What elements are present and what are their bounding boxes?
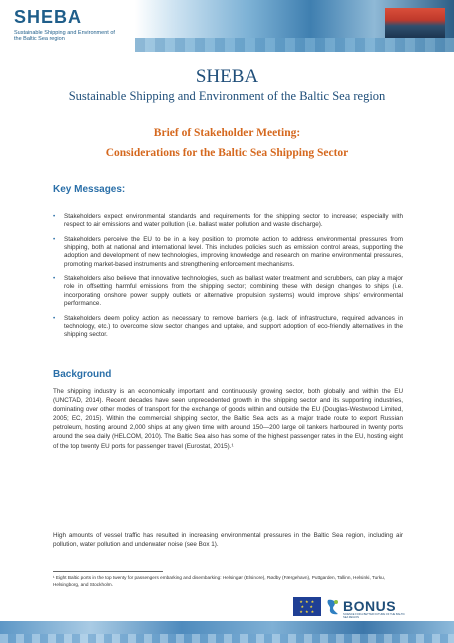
page-subtitle: Sustainable Shipping and Environment of the Baltic Sea region: [68, 89, 386, 103]
bullet-icon: •: [53, 213, 56, 220]
eu-flag-icon: [293, 597, 321, 616]
page-header: [0, 0, 454, 52]
background-heading: Background: [53, 369, 112, 380]
header-photo-ship: [135, 0, 454, 52]
bonus-subtitle: SCIENCE FOR A BETTER FUTURE OF THE BALTIC SEA REGION: [343, 613, 405, 619]
sheba-logo: [14, 7, 82, 28]
logo-subtitle: Sustainable Shipping and Environment of the Baltic Sea region: [14, 30, 115, 42]
key-message-item: [53, 236, 403, 269]
bonus-logo: [325, 597, 405, 619]
bullet-icon: •: [53, 314, 56, 322]
background-paragraph-2: High amounts of vessel traffic has resulted in increasing environmental pressures in the Baltic Sea region, including air pollution, water pollution and underwater noise (see Box 1).: [53, 532, 403, 549]
key-message-text: Stakeholders deem policy action as necessary to remove barriers (e.g. lack of infrastructure, required advances in technology, etc.) to overcome slow sector changes and uptake, and support adoption of eco-friendly alternatives in the shipping sector.: [64, 314, 403, 339]
footnote-divider: [53, 571, 163, 572]
ship-image: [385, 8, 445, 38]
key-messages-list: [53, 213, 403, 346]
key-message-item: [53, 315, 403, 340]
brief-title-line1: Brief of Stakeholder Meeting:: [153, 127, 301, 139]
footnote: ¹ Eight Baltic ports in the top twenty for passengers embarking and disembarking: Helsingør (Elsinore), Rødby (Færgehavn), Puttgarden, Tallinn, Helsinki, Turku, Helsingborg, and Stockholm.: [53, 575, 386, 587]
key-messages-heading: Key Messages:: [53, 184, 126, 195]
background-paragraph-1: The shipping industry is an economically important and continuously growing sector, both globally and within the EU (UNCTAD, 2014). Recent decades have seen unprecedented growth in the shipping sector and its supporting industries, dominating over other modes of transport for the exchange of goods within and outside the EU (Douglas-Westwood Limited, 2005; EC, 2015). Within the commercial shipping sector, the Baltic Sea acts as a major trade route to export Russian petroleum, hosting around 2,000 ships at any given time with around 150—200 large oil tankers harboured in twenty ports around the sea daily (HELCOM, 2010). The Baltic Sea also has some of the highest passenger rates in the EU, hosting eight of the top twenty EU ports for passenger travel (Eurostat, 2015).¹: [53, 388, 403, 450]
footer-waves: [0, 634, 454, 643]
page-title: SHEBA: [195, 66, 259, 87]
eu-stars-icon: ★ ★ ★ ★ ★ ★ ★ ★: [299, 599, 315, 614]
key-message-text: Stakeholders expect environmental standards and requirements for the shipping sector to increase; especially with respect to air emissions and water pollution (i.e. ballast water pollution and waste discharge).: [64, 213, 403, 229]
bullet-icon: •: [53, 235, 56, 243]
bonus-text: BONUS: [343, 598, 397, 614]
bonus-mark-icon: [325, 598, 341, 616]
key-message-text: Stakeholders perceive the EU to be in a key position to promote action to address environmental pressures from shipping, both at national and international level. This includes policies such as emission control areas, supporting the adoption and development of new technologies, improving knowledge and research on marine environmental pressures, promoting market-based instruments and strengthening enforcement mechanisms.: [64, 235, 403, 268]
logo-text: SHEBA: [14, 7, 83, 27]
brief-title-line2: Considerations for the Baltic Sea Shipping Sector: [105, 147, 349, 159]
key-message-item: [53, 213, 403, 230]
key-message-text: Stakeholders also believe that innovative technologies, such as ballast water treatment and scrubbers, can play a major role in offsetting harmful emissions from the shipping sector; combining these with design changes to ships (i.e. incorporating onshore power supply outlets or alternative propulsion systems) would improve ships' environmental performance.: [64, 275, 403, 308]
bullet-icon: •: [53, 275, 56, 283]
key-message-item: [53, 275, 403, 308]
header-waves: [135, 38, 454, 52]
footer-water-strip: [0, 621, 454, 643]
